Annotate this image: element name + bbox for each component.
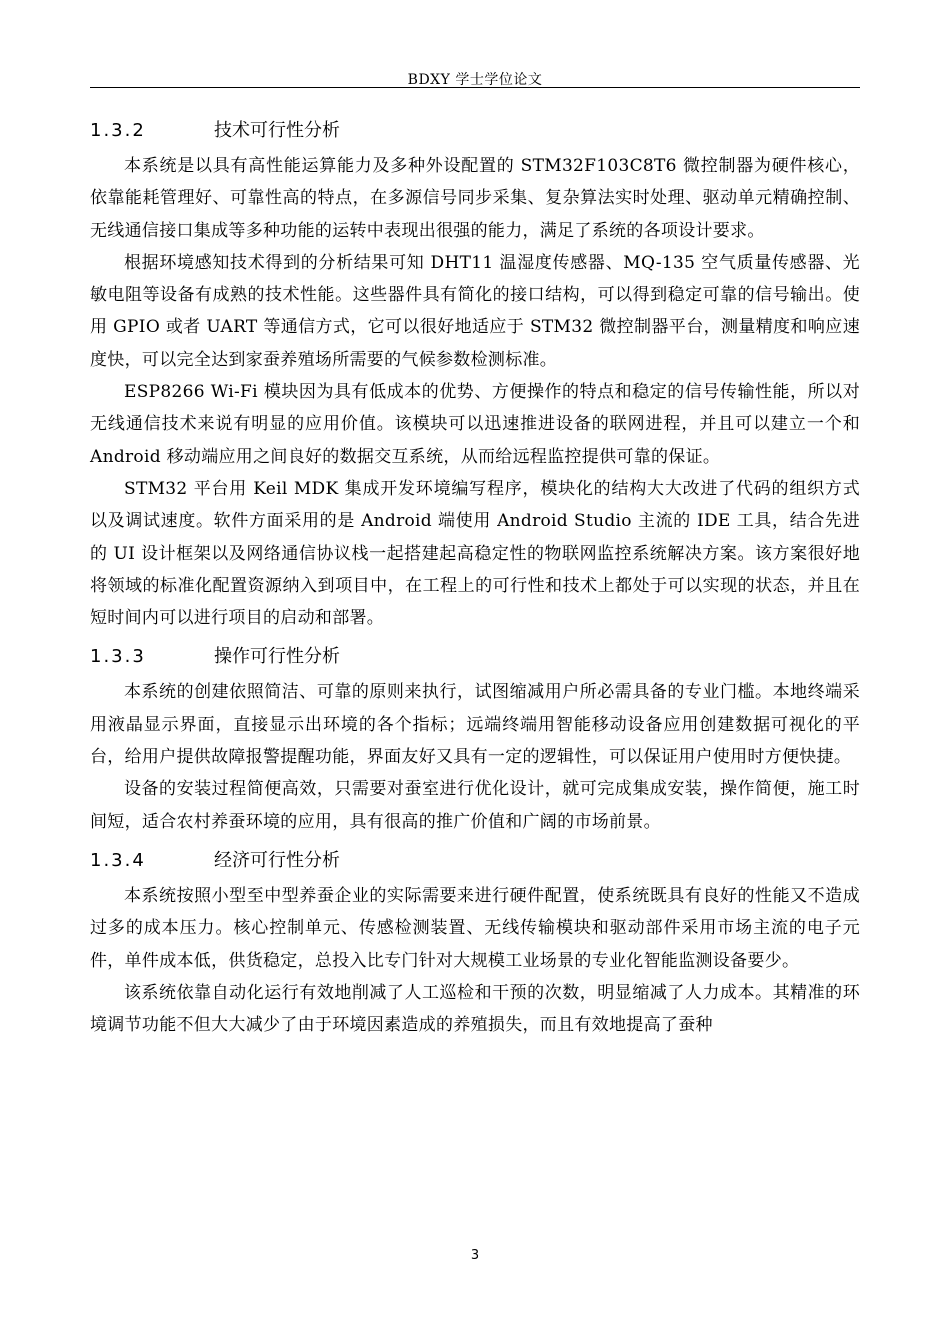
section-heading-1-3-2 — [90, 116, 860, 146]
paragraph: 设备的安装过程简便高效，只需要对蚕室进行优化设计，就可完成集成安装，操作简便，施工时间短，适合农村养蚕环境的应用，具有很高的推广价值和广阔的市场前景。 — [90, 779, 860, 832]
document-body — [90, 110, 860, 1041]
section-heading-1-3-3 — [90, 642, 860, 672]
section-number: 1.3.3 — [90, 646, 146, 668]
paragraph: ESP8266 Wi-Fi 模块因为具有低成本的优势、方便操作的特点和稳定的信号传输性能，所以对无线通信技术来说有明显的应用价值。该模块可以迅速推进设备的联网进程，并且可以建立一个和 Android 移动端应用之间良好的数据交互系统，从而给远程监控提供可靠的保证。 — [90, 382, 860, 467]
paragraph: STM32 平台用 Keil MDK 集成开发环境编写程序，模块化的结构大大改进了代码的组织方式以及调试速度。软件方面采用的是 Android 端使用 Android Studio 主流的 IDE 工具，结合先进的 UI 设计框架以及网络通信协议栈一起搭建起高稳定性的物联网监控系统解决方案。该方案很好地将领域的标准化配置资源纳入到项目中，在工程上的可行性和技术上都处于可以实现的状态，并且在短时间内可以进行项目的启动和部署。 — [90, 478, 860, 629]
section-number: 1.3.4 — [90, 849, 146, 871]
paragraph: 本系统按照小型至中型养蚕企业的实际需要来进行硬件配置，使系统既具有良好的性能又不造成过多的成本压力。核心控制单元、传感检测装置、无线传输模块和驱动部件采用市场主流的电子元件，单件成本低，供货稳定，总投入比专门针对大规模工业场景的专业化智能监测设备要少。 — [90, 885, 860, 971]
paragraph: 本系统是以具有高性能运算能力及多种外设配置的 STM32F103C8T6 微控制器为硬件核心，依靠能耗管理好、可靠性高的特点，在多源信号同步采集、复杂算法实时处理、驱动单元精确控制、无线通信接口集成等多种功能的运转中表现出很强的能力，满足了系统的各项设计要求。 — [90, 156, 860, 241]
section-number: 1.3.2 — [90, 120, 146, 141]
section-title: 技术可行性分析 — [214, 120, 340, 141]
section-title: 经济可行性分析 — [214, 849, 340, 871]
paragraph: 根据环境感知技术得到的分析结果可知 DHT11 温湿度传感器、MQ-135 空气质量传感器、光敏电阻等设备有成熟的技术性能。这些器件具有简化的接口结构，可以得到稳定可靠的信号输出。使用 GPIO 或者 UART 等通信方式，它可以很好地适应于 STM32 微控制器平台，测量精度和响应速度快，可以完全达到家蚕养殖场所需要的气候参数检测标准。 — [90, 252, 860, 370]
page-header: BDXY 学士学位论文 — [407, 72, 543, 88]
section-heading-1-3-4 — [90, 846, 860, 876]
paragraph: 该系统依靠自动化运行有效地削减了人工巡检和干预的次数，明显缩减了人力成本。其精准的环境调节功能不但大大减少了由于环境因素造成的养殖损失，而且有效地提高了蚕种 — [90, 982, 860, 1036]
paragraph: 本系统的创建依照简洁、可靠的原则来执行，试图缩减用户所必需具备的专业门槛。本地终端采用液晶显示界面，直接显示出环境的各个指标；远端终端用智能移动设备应用创建数据可视化的平台，给用户提供故障报警提醒功能，界面友好又具有一定的逻辑性，可以保证用户使用时方便快捷。 — [90, 682, 860, 768]
section-title: 操作可行性分析 — [214, 646, 340, 668]
page-number: 3 — [470, 1248, 480, 1263]
header-rule — [90, 87, 860, 88]
